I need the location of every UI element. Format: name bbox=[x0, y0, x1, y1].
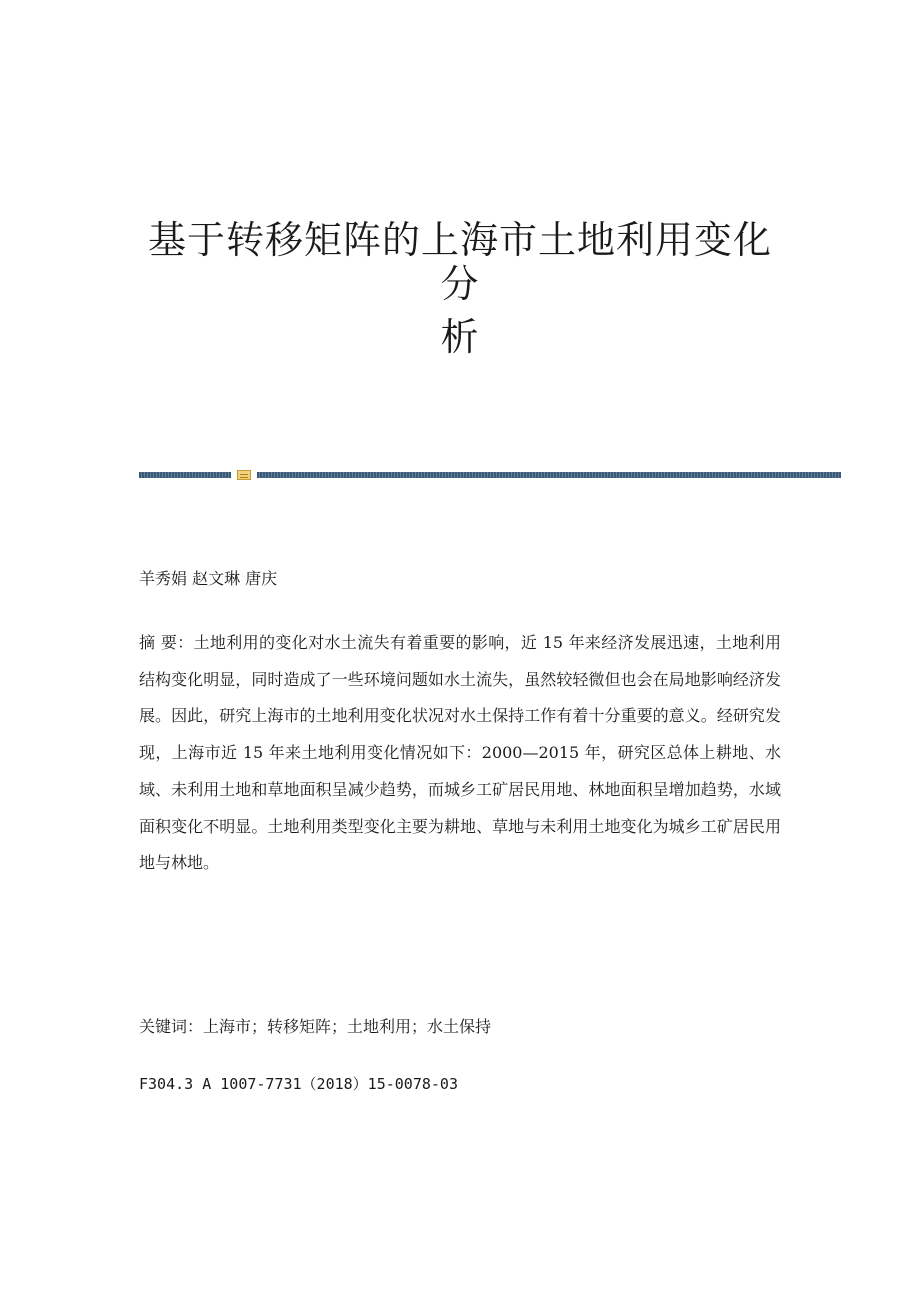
keywords-label: 关键词： bbox=[139, 1017, 204, 1036]
divider-bar-left bbox=[139, 472, 231, 478]
page-title-line2: 析 bbox=[440, 315, 480, 359]
envelope-icon bbox=[237, 470, 251, 480]
author-list: 羊秀娟 赵文琳 唐庆 bbox=[139, 569, 278, 588]
abstract-paragraph bbox=[139, 625, 781, 882]
abstract-label: 摘 要： bbox=[139, 633, 194, 652]
keywords-text: 上海市；转移矩阵；土地利用；水土保持 bbox=[203, 1017, 492, 1036]
divider-bar-right bbox=[257, 472, 841, 478]
abstract-text: 土地利用的变化对水土流失有着重要的影响，近 15 年来经济发展迅速，土地利用结构变化明显，同时造成了一些环境问题如水土流失，虽然较轻微但也会在局地影响经济发展。因此，研究上海市的土地利用变化状况对水土保持工作有着十分重要的意义。经研究发现，上海市近 15 年来土地利用变化情况如下：2000—2015 年，研究区总体上耕地、水域、未利用土地和草地面积呈减少趋势，而城乡工矿居民用地、林地面积呈增加趋势，水域面积变化不明显。土地利用类型变化主要为耕地、草地与未利用土地变化为城乡工矿居民用地与林地。 bbox=[139, 633, 781, 873]
keywords-line bbox=[139, 1015, 781, 1039]
classification-code: F304.3 A 1007-7731（2018）15-0078-03 bbox=[139, 1075, 458, 1093]
page-title-line1: 基于转移矩阵的上海市土地利用变化分 bbox=[147, 218, 772, 306]
title-divider bbox=[139, 470, 841, 480]
